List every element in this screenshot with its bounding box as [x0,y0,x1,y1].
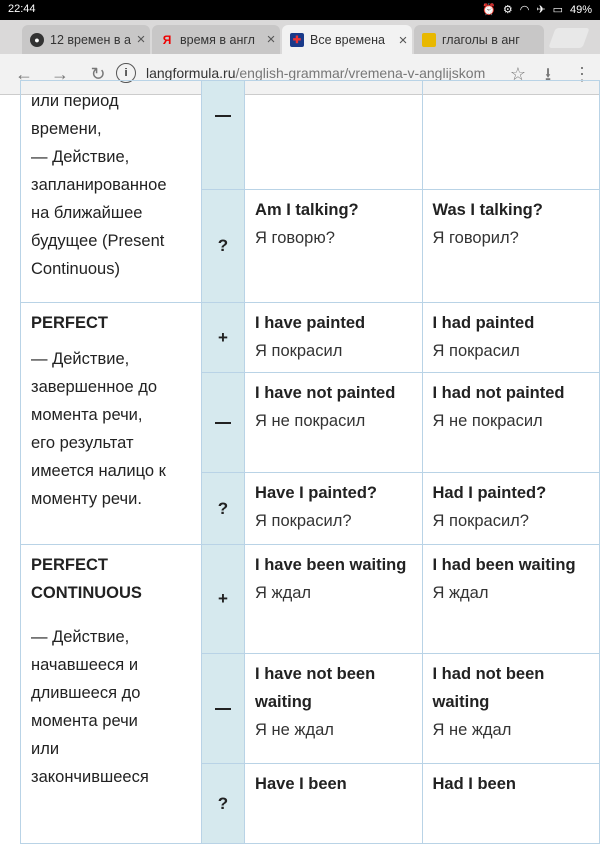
yandex-icon: Я [162,32,172,47]
tab-strip [0,20,600,54]
perfect-continuous-description: PERFECT CONTINUOUS — Действие, начавшееся и длившееся до момента речи или закончившееся [21,545,202,844]
battery-level: 49% [569,3,592,16]
settings-icon: ⚙ [502,4,513,16]
back-icon[interactable]: ← [15,64,33,84]
wifi-icon: ◠ [519,4,530,16]
table-cell: I have painted Я покрасил [245,303,422,373]
status-bar [0,0,600,20]
table-cell: I had been waiting Я ждал [422,545,599,654]
question-sign: ? [201,764,244,844]
table-cell: I have not painted Я не покрасил [245,373,422,473]
table-cell: Had I been [422,764,599,844]
tab-4[interactable]: глаголы в анг [414,25,544,54]
continuous-description: или период времени, — Действие, запланированное на ближайшее будущее (Present Continuous) [21,81,202,303]
table-row [21,303,600,373]
airplane-icon: ✈ [536,4,546,16]
table-cell: I had painted Я покрасил [422,303,599,373]
star-icon[interactable]: ☆ [509,64,527,84]
perfect-description: PERFECT — Действие, завершенное до момента речи, его результат имеется налицо к моменту речи. [21,303,202,545]
tab-3-active[interactable]: ✚ Все времена × [282,25,412,55]
menu-icon[interactable]: ⋮ [573,64,591,84]
table-cell: Have I painted? Я покрасил? [245,473,422,545]
uk-flag-icon: ✚ [290,33,304,47]
table-cell: I have not been waiting Я не ждал [245,654,422,764]
new-tab-button[interactable] [548,28,589,48]
battery-icon: ▭ [552,4,563,16]
table-cell: I had not been waiting Я не ждал [422,654,599,764]
question-sign: ? [201,473,244,545]
table-cell: Have I been [245,764,422,844]
forward-icon[interactable]: → [51,64,69,84]
table-cell: Was I talking? Я говорил? [422,190,599,303]
tab-2[interactable]: Я время в англ × [152,25,280,54]
status-time: 22:44 [8,3,36,15]
tab-1[interactable]: ● 12 времен в а × [22,25,150,54]
table-cell [422,81,599,190]
table-cell: I had not painted Я не покрасил [422,373,599,473]
table-cell: Had I painted? Я покрасил? [422,473,599,545]
table-row [21,545,600,654]
plus-sign: + [201,545,244,654]
info-icon[interactable]: i [116,63,136,83]
minus-sign [201,373,244,473]
close-icon[interactable]: × [398,31,408,49]
question-sign: ? [201,190,244,303]
plus-sign: + [201,303,244,373]
url-text[interactable]: langformula.ru/english-grammar/vremena-v-anglijskom [146,65,486,81]
table-cell: I have been waiting Я ждал [245,545,422,654]
reload-icon[interactable]: ↻ [90,64,106,84]
close-icon[interactable]: × [136,31,146,48]
alarm-icon: ⏰ [482,4,496,16]
minus-sign [201,654,244,764]
download-icon[interactable]: ⭳ [544,64,552,84]
table-cell: Am I talking? Я говорю? [245,190,422,303]
close-icon[interactable]: × [266,31,276,48]
page-icon [422,33,436,47]
yt-icon: ● [30,33,44,47]
minus-sign [201,81,244,190]
table-cell [245,81,422,190]
table-row [21,81,600,190]
page-content [0,92,600,813]
tenses-table [20,80,600,844]
